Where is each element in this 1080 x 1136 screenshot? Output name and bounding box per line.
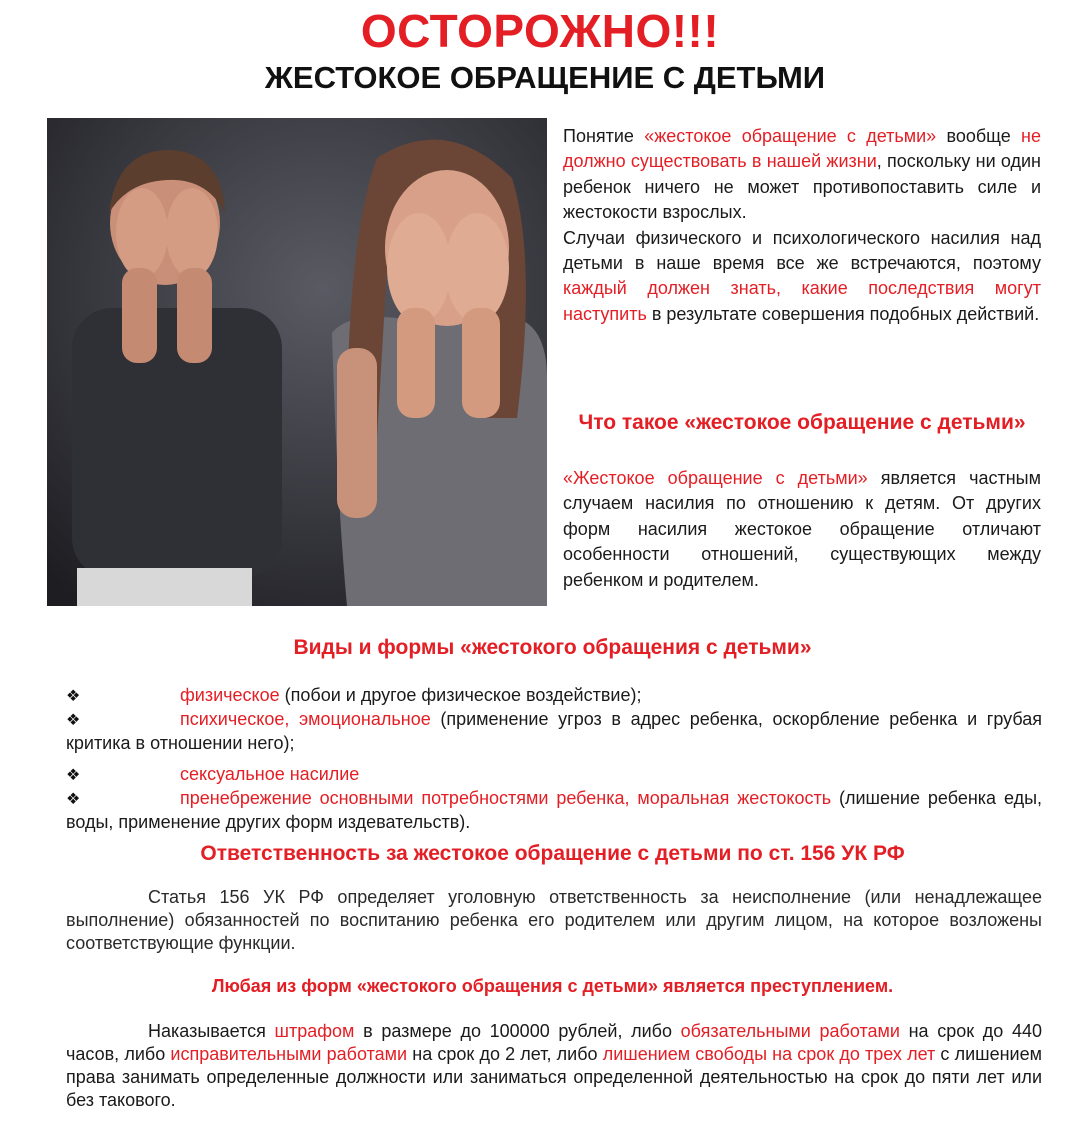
list-item-term: сексуальное насилие [180, 764, 360, 784]
intro-p2-a: Случаи физического и психологического насилия над детьми в наше время все же встречаются, поэтому [563, 227, 1041, 274]
crime-statement: Любая из форм «жестокого обращения с детьми» является преступлением. [211, 976, 894, 996]
intro-p1-c: вообще [936, 126, 1022, 146]
list-item [66, 708, 1042, 755]
list-item-desc: (лишение ребенка еды, воды, применение других форм издевательств). [66, 788, 1043, 832]
girl-figure [332, 140, 547, 606]
list-item [66, 763, 1042, 787]
intro-p1-e: , поскольку ни один ребенок ничего не может противопоставить силе и жестокости взрослых. [563, 151, 1041, 223]
list-item-term: физическое [180, 685, 280, 705]
penalty-fine: штрафом [274, 1021, 355, 1041]
diamond-bullet-icon: ❖ [66, 791, 81, 808]
penalty-c: в размере до 100000 рублей, либо [354, 1021, 681, 1041]
page-title: ЖЕСТОКОЕ ОБРАЩЕНИЕ С ДЕТЬМИ [264, 60, 826, 95]
what-text [563, 466, 1041, 593]
penalty-a: Наказывается [148, 1021, 275, 1041]
list-item-desc: (побои и другое физическое воздействие); [279, 685, 642, 705]
liability-text [66, 886, 1042, 955]
list-item-desc: (применение угроз в адрес ребенка, оскорбление ребенка и грубая критика в отношении него); [66, 709, 1042, 753]
what-term: «Жестокое обращение с детьми» [563, 468, 868, 488]
section-heading-what: Что такое «жестокое обращение с детьми» [578, 411, 1026, 434]
diamond-bullet-icon: ❖ [66, 767, 81, 784]
list-item-term: психическое, эмоциональное [180, 709, 431, 729]
section-heading-types: Виды и формы «жестокого обращения с детьми» [293, 636, 812, 659]
penalty-text [66, 1020, 1042, 1112]
list-item [66, 787, 1042, 834]
list-item [66, 684, 1042, 708]
penalty-mandatory-work: обязательными работами [680, 1021, 900, 1041]
penalty-i: с лишением права занимать определенные должности или заниматься определенной деятельностью на срок до пяти лет или без такового. [66, 1044, 1042, 1110]
intro-text [563, 124, 1041, 327]
penalty-imprisonment: лишением свободы на срок до трех лет [602, 1044, 936, 1064]
section-heading-liability: Ответственность за жестокое обращение с детьми по ст. 156 УК РФ [200, 842, 905, 865]
list-item-term: пренебрежение основными потребностями ребенка, моральная жестокость [180, 788, 832, 808]
liability-paragraph: Статья 156 УК РФ определяет уголовную ответственность за неисполнение (или ненадлежащее выполнение) обязанностей по воспитанию ребенка его родителем или другим лицом, на которое возложены соответствующие функции. [66, 887, 1042, 953]
diamond-bullet-icon: ❖ [66, 712, 81, 729]
what-definition: является частным случаем насилия по отношению к детям. От других форм насилия жестокое обращение отличают особенности отношений, существующих между ребенком и родителем. [563, 468, 1041, 590]
penalty-g: на срок до 2 лет, либо [407, 1044, 603, 1064]
diamond-bullet-icon: ❖ [66, 688, 81, 705]
penalty-e: на срок до 440 часов, либо [66, 1021, 1042, 1064]
types-list [66, 684, 1042, 834]
warning-title: ОСТОРОЖНО!!! [360, 5, 720, 57]
penalty-correctional-work: исправительными работами [170, 1044, 408, 1064]
intro-p2-b: каждый должен знать, какие последствия могут наступить [563, 278, 1041, 324]
intro-p1-b: «жестокое обращение с детьми» [644, 126, 937, 146]
children-photo [47, 118, 547, 606]
intro-p2-c: в результате совершения подобных действий. [646, 303, 1040, 324]
intro-p1-d: не должно существовать в нашей жизни [563, 126, 1041, 172]
intro-p1-a: Понятие [563, 126, 645, 146]
